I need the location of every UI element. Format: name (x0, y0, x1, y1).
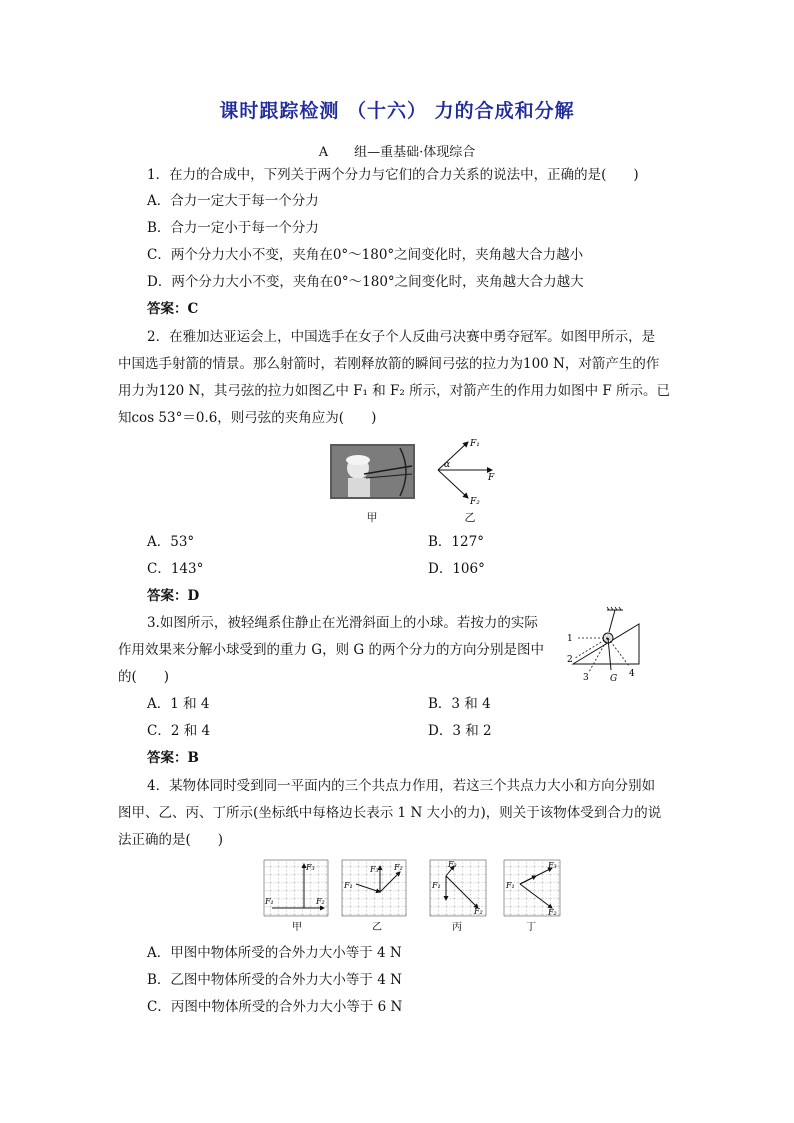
grid-yi (342, 860, 406, 916)
yi-f1: F₁ (344, 881, 353, 890)
fig-yi-label: 乙 (464, 511, 476, 524)
q2-line4: 知cos 53°＝0.6，则弓弦的夹角应为( ) (118, 410, 377, 426)
dir-label-2: 2 (567, 655, 573, 665)
page-title: 课时跟踪检测 （十六） 力的合成和分解 (219, 100, 575, 122)
q2-line3: 用力为120 N，其弓弦的拉力如图乙中 F₁ 和 F₂ 所示，对箭产生的作用力如图中 F 所示。已 (118, 383, 671, 399)
q3-answer: 答案：B (147, 750, 199, 766)
fig4-yi-label: 乙 (372, 922, 382, 933)
bowstring-force-diagram (430, 434, 500, 508)
bing-f3: F₃ (448, 860, 457, 869)
q4-line3: 法正确的是( ) (118, 832, 224, 848)
q3-option-b: B．3 和 4 (428, 696, 491, 712)
jia-f2: F₂ (316, 897, 325, 906)
grid-jia (264, 860, 328, 916)
q2-line1: 2．在雅加达亚运会上，中国选手在女子个人反曲弓决赛中勇夺冠军。如图甲所示，是 (147, 329, 656, 345)
ding-f2: F₂ (548, 908, 557, 917)
bing-f1: F₁ (432, 881, 441, 890)
q4-option-a: A．甲图中物体所受的合外力大小等于 4 N (147, 945, 402, 961)
fig4-ding-label: 丁 (526, 922, 536, 933)
ding-f1: F₁ (506, 881, 515, 890)
q3-option-c: C．2 和 4 (147, 723, 211, 739)
q3-line3: 的( ) (118, 669, 170, 685)
label-f: F (488, 473, 495, 483)
gravity-label: G (610, 674, 618, 684)
q4-force-grids (262, 858, 562, 940)
archer-photo (330, 444, 415, 499)
q1-option-d: D．两个分力大小不变，夹角在0°～180°之间变化时，夹角越大合力越大 (147, 274, 584, 290)
q3-line2: 作用效果来分解小球受到的重力 G，则 G 的两个分力的方向分别是图中 (118, 642, 544, 658)
dir-label-3: 3 (583, 673, 589, 683)
label-f1: F₁ (470, 439, 480, 449)
jia-f1: F₁ (265, 897, 274, 906)
q1-stem: 1．在力的合成中，下列关于两个分力与它们的合力关系的说法中，正确的是( ) (147, 167, 639, 183)
q1-answer: 答案：C (147, 301, 199, 317)
q2-answer: 答案：D (147, 588, 200, 604)
q1-option-c: C．两个分力大小不变，夹角在0°～180°之间变化时，夹角越大合力越小 (147, 247, 584, 263)
q4-line2: 图甲、乙、丙、丁所示(坐标纸中每格边长表示 1 N 大小的力)，则关于该物体受到合力的说 (118, 805, 662, 821)
q2-option-b: B．127° (428, 534, 484, 550)
dir-label-4: 4 (629, 669, 635, 679)
q2-line2: 中国选手射箭的情景。那么射箭时，若刚释放箭的瞬间弓弦的拉力为100 N，对箭产生的作 (118, 356, 660, 372)
jia-f3: F₃ (306, 863, 315, 872)
fig-jia-label: 甲 (366, 511, 378, 524)
q4-line1: 4．某物体同时受到同一平面内的三个共点力作用，若这三个共点力大小和方向分别如 (147, 778, 656, 794)
q4-option-c: C．丙图中物体所受的合外力大小等于 6 N (147, 999, 403, 1015)
grid-bing (430, 860, 486, 916)
dir-label-1: 1 (567, 634, 573, 644)
ding-f3: F₃ (548, 861, 557, 870)
yi-f2: F₂ (394, 863, 403, 872)
q1-option-a: A．合力一定大于每一个分力 (147, 193, 319, 209)
q4-option-b: B．乙图中物体所受的合外力大小等于 4 N (147, 972, 402, 988)
q3-option-a: A．1 和 4 (147, 696, 210, 712)
fig4-bing-label: 丙 (452, 922, 462, 933)
q3-line1: 3.如图所示，被轻绳系住静止在光滑斜面上的小球。若按力的实际 (147, 615, 538, 631)
section-heading: A 组—重基础·体现综合 (318, 145, 476, 160)
label-f2: F₂ (470, 497, 480, 507)
incline-ball-diagram (563, 604, 645, 684)
q3-option-d: D．3 和 2 (428, 723, 492, 739)
q1-option-b: B．合力一定小于每一个分力 (147, 220, 319, 236)
yi-f3: F₃ (370, 865, 379, 874)
q2-option-c: C．143° (147, 561, 204, 577)
grid-ding (504, 860, 560, 917)
bing-f2: F₂ (474, 907, 483, 916)
label-alpha: α (444, 460, 451, 470)
q2-option-d: D．106° (428, 561, 485, 577)
q2-option-a: A．53° (147, 534, 195, 550)
fig4-jia-label: 甲 (292, 922, 302, 933)
